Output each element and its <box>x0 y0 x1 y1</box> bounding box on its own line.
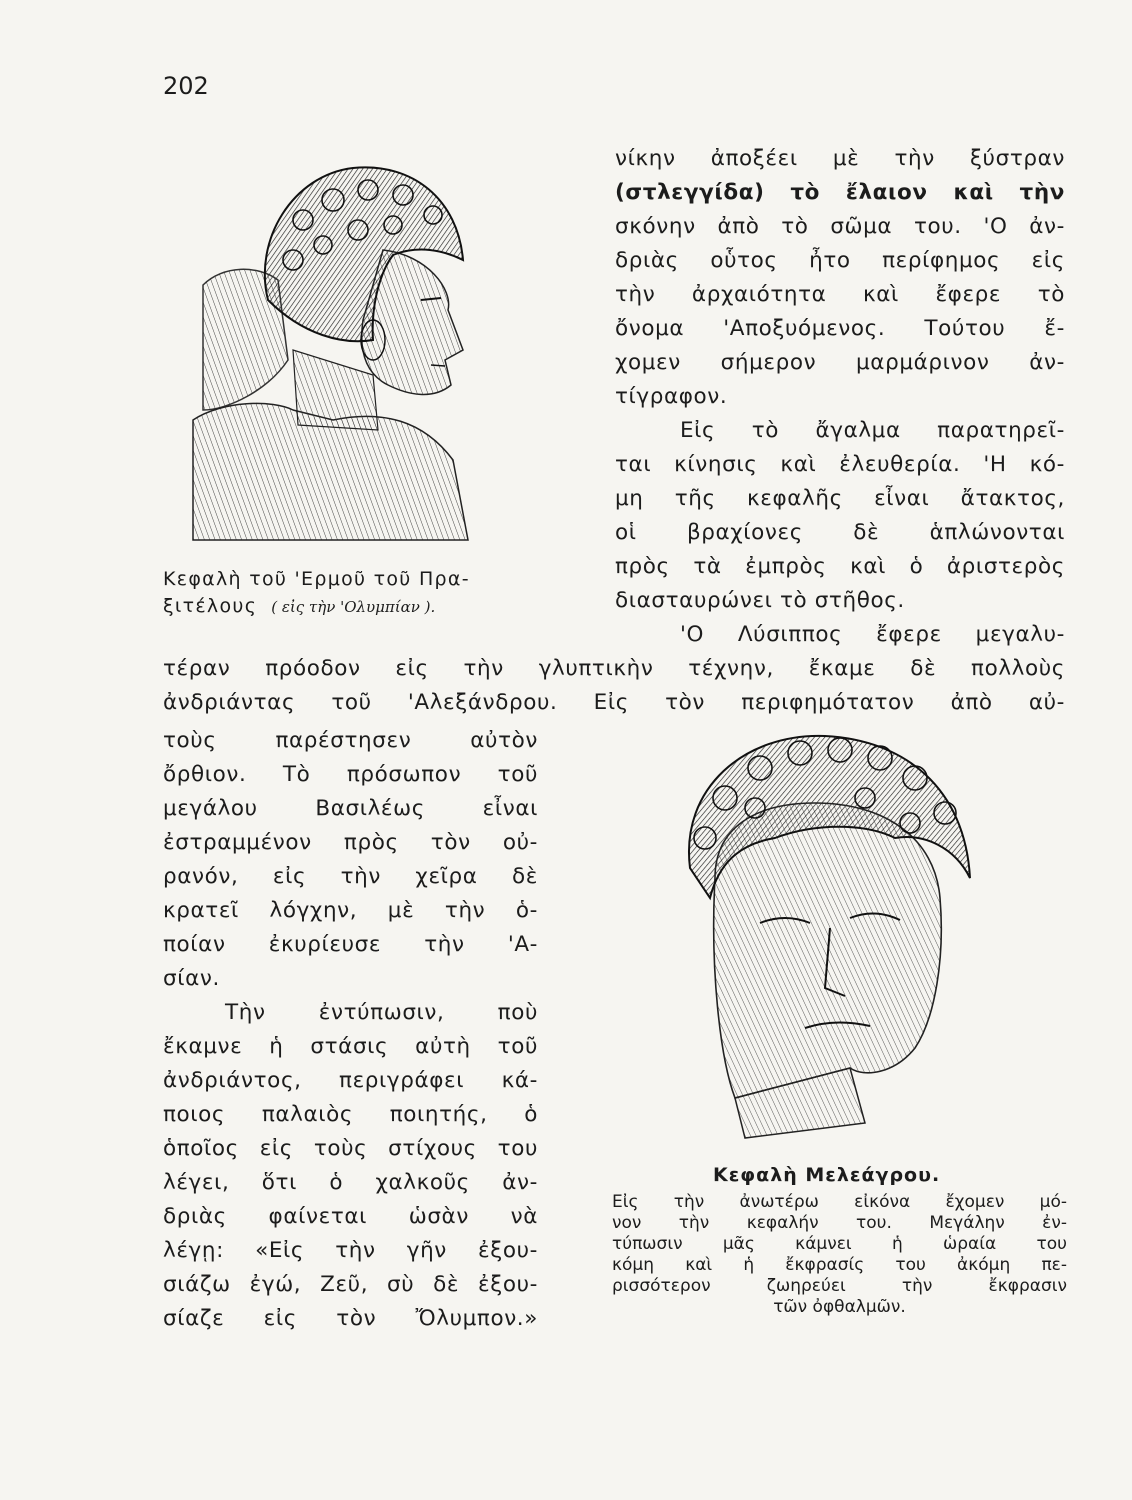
text-line: ται κίνησις καὶ ἐλευθερία. 'Η κό- <box>615 452 1065 477</box>
text-line: ἔκαμνε ἡ στάσις αὐτὴ τοῦ <box>163 1034 538 1059</box>
meleager-caption-title: Κεφαλὴ Μελεάγρου. <box>713 1164 941 1186</box>
text-line: Εἰς τὸ ἄγαλμα παρατηρεῖ- <box>680 418 1065 443</box>
text-line: ὄρθιον. Τὸ πρόσωπον τοῦ <box>163 762 538 787</box>
text-line: 'Ο Λύσιππος ἔφερε μεγαλυ- <box>680 622 1065 647</box>
meleager-head-illustration <box>665 728 985 1148</box>
hermes-caption-line2 <box>163 593 435 620</box>
text-line: μη τῆς κεφαλῆς εἶναι ἄτακτος, <box>615 486 1065 511</box>
text-line: σιάζω ἐγώ, Ζεῦ, σὺ δὲ ἐξου- <box>163 1272 538 1297</box>
hermes-head-illustration <box>183 160 473 550</box>
meleager-caption-line: τύπωσιν μᾶς κάμνει ἡ ὡραία του <box>612 1234 1067 1254</box>
text-line: ὄνομα 'Αποξυόμενος. Τούτου ἔ- <box>615 316 1065 341</box>
text-line: διασταυρώνει τὸ στῆθος. <box>615 588 905 613</box>
text-line: (στλεγγίδα) τὸ ἔλαιον καὶ τὴν <box>615 180 1065 205</box>
text-line: τὴν ἀρχαιότητα καὶ ἔφερε τὸ <box>615 282 1065 307</box>
text-line: δριὰς οὗτος ἦτο περίφημος εἰς <box>615 248 1065 273</box>
meleager-caption-line: νον τὴν κεφαλήν του. Μεγάλην ἐν- <box>612 1213 1067 1233</box>
text-line: νίκην ἀποξέει μὲ τὴν ξύστραν <box>615 146 1065 171</box>
text-line: πρὸς τὰ ἐμπρὸς καὶ ὁ ἀριστερὸς <box>615 554 1065 579</box>
text-line: μεγάλου Βασιλέως εἶναι <box>163 796 538 821</box>
text-line: ποιος παλαιὸς ποιητής, ὁ <box>163 1102 538 1127</box>
text-line: οἱ βραχίονες δὲ ἁπλώνονται <box>615 520 1065 545</box>
hermes-caption-location: ( εἰς τὴν 'Ολυμπίαν ). <box>271 598 436 616</box>
meleager-caption-line: τῶν ὀφθαλμῶν. <box>773 1297 906 1317</box>
text-line: δριὰς φαίνεται ὡσὰν νὰ <box>163 1204 538 1229</box>
text-line: ἀνδριάντος, περιγράφει κά- <box>163 1068 538 1093</box>
text-line: ὁποῖος εἰς τοὺς στίχους του <box>163 1136 538 1161</box>
text-line: τοὺς παρέστησεν αὐτὸν <box>163 728 538 753</box>
meleager-caption-line: κόμη καὶ ἡ ἔκφρασίς του ἀκόμη πε- <box>612 1255 1067 1275</box>
text-line: ρανόν, εἰς τὴν χεῖρα δὲ <box>163 864 538 889</box>
text-line: τέραν πρόοδον εἰς τὴν γλυπτικὴν τέχνην, ἔκαμε δὲ πολλοὺς <box>163 656 1065 681</box>
text-line: σίαζε εἰς τὸν Ὄλυμπον.» <box>163 1306 538 1331</box>
text-line: κρατεῖ λόγχην, μὲ τὴν ὁ- <box>163 898 538 923</box>
text-line: σίαν. <box>163 966 220 991</box>
text-line: ποίαν ἐκυρίευσε τὴν 'Α- <box>163 932 538 957</box>
hermes-caption-line1: Κεφαλὴ τοῦ 'Ερμοῦ τοῦ Πρα- <box>163 568 470 590</box>
text-line: τίγραφον. <box>615 384 728 409</box>
meleager-caption-line: ρισσότερον ζωηρεύει τὴν ἔκφρασιν <box>612 1276 1067 1296</box>
text-line: λέγει, ὅτι ὁ χαλκοῦς ἀν- <box>163 1170 538 1195</box>
text-line: ἐστραμμένον πρὸς τὸν οὐ- <box>163 830 538 855</box>
text-line: λέγῃ: «Εἰς τὴν γῆν ἐξου- <box>163 1238 538 1263</box>
text-line: Τὴν ἐντύπωσιν, ποὺ <box>225 1000 538 1025</box>
hermes-caption-name: ξιτέλους <box>163 595 258 617</box>
text-line: ἀνδριάντας τοῦ 'Αλεξάνδρου. Εἰς τὸν περιφημότατον ἀπὸ αὐ- <box>163 690 1065 715</box>
text-line: χομεν σήμερον μαρμάρινον ἀν- <box>615 350 1065 375</box>
page-number: 202 <box>163 72 209 100</box>
meleager-caption-line: Εἰς τὴν ἀνωτέρω εἰκόνα ἔχομεν μό- <box>612 1192 1067 1212</box>
text-line <box>615 176 1065 210</box>
text-line: σκόνην ἀπὸ τὸ σῶμα του. 'Ο ἀν- <box>615 214 1065 239</box>
